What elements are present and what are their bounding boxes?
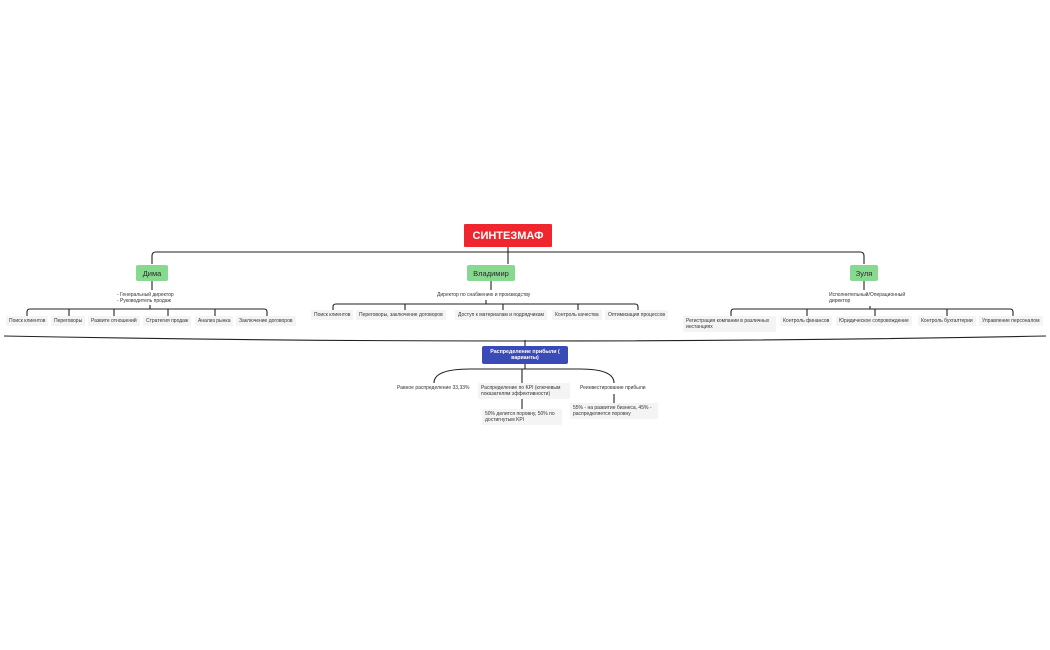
task-vladimir-2[interactable]: Переговоры, заключение договоров [356,310,446,320]
task-dima-5[interactable]: Анализ рынка [195,316,233,326]
task-zulya-1[interactable]: Регистрация компании в различных инстанциях [683,316,776,332]
role-dima: - Генеральный директор - Руководитель продаж [114,291,177,305]
task-vladimir-1[interactable]: Поиск клиентов [311,310,353,320]
profit-option-reinvest-detail[interactable]: 55% - на развитие бизнеса, 45% - распределяется поровну [570,403,658,419]
root-node[interactable]: СИНТЕЗМАФ [464,224,552,247]
task-zulya-2[interactable]: Контроль финансов [780,316,832,326]
task-vladimir-4[interactable]: Контроль качества [552,310,602,320]
task-dima-1[interactable]: Поиск клиентов [6,316,48,326]
connector-zulya-leaves [807,309,947,316]
task-vladimir-3[interactable]: Доступ к материалам и подрядчикам [455,310,547,320]
person-node-dima[interactable]: Дима [136,265,168,281]
role-vladimir: Директор по снабжению и производству [434,291,533,299]
profit-distribution-node[interactable]: Распределение прибыли ( варианты) [482,346,568,364]
profit-option-kpi-detail[interactable]: 50% делится поровну, 50% по достигнутым KPI [482,409,562,425]
connector-dima-bus [27,309,267,316]
task-dima-6[interactable]: Заключение договоров [236,316,296,326]
task-zulya-3[interactable]: Юридическое сопровождение [836,316,912,326]
connector-profit-bus [434,369,614,383]
profit-option-reinvest[interactable]: Реинвестирование прибыли [577,383,649,393]
task-dima-3[interactable]: Развите отношений [88,316,140,326]
task-vladimir-5[interactable]: Оптимизация процессов [605,310,668,320]
profit-option-kpi[interactable]: Распределение по KPI (ключевым показателям эффективности) [478,383,570,399]
person-node-zulya[interactable]: Зуля [850,265,878,281]
task-dima-2[interactable]: Переговоры [51,316,85,326]
task-zulya-5[interactable]: Управление персоналом [979,316,1043,326]
person-node-vladimir[interactable]: Владимир [467,265,515,281]
role-zulya: Исполнительный/Операционный директор [826,291,918,305]
connector-zulya-bus [731,309,1013,316]
connector-dima-leaves [69,309,215,316]
task-zulya-4[interactable]: Контроль бухгалтерии [918,316,976,326]
profit-option-equal[interactable]: Равное распределение 33,33% [394,383,472,393]
task-dima-4[interactable]: Стратегия продаж [143,316,191,326]
